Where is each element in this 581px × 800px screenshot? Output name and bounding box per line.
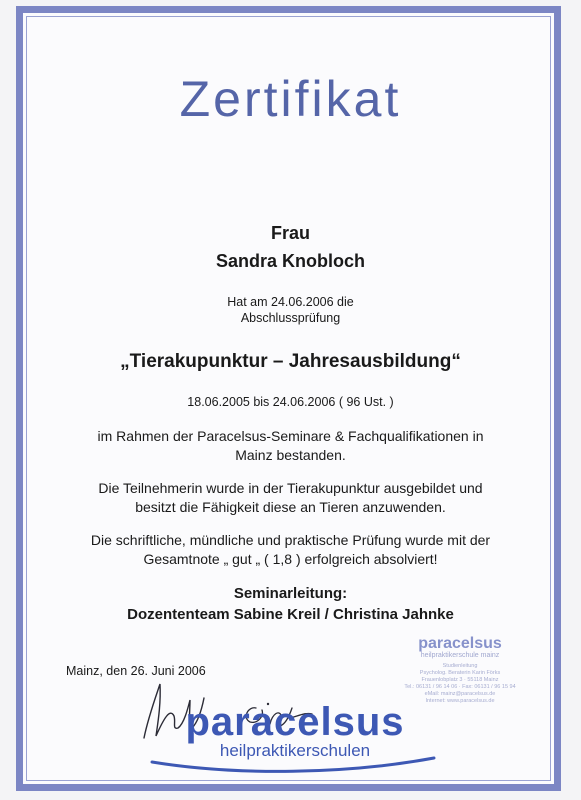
result-text — [40, 531, 541, 569]
framework-line-2: Mainz bestanden. — [235, 447, 346, 463]
stamp-line-1: Studienleitung — [442, 663, 478, 669]
exam-line-2: Abschlussprüfung — [240, 311, 341, 325]
logo-swoosh — [148, 756, 438, 774]
certificate-title: Zertifikat — [179, 71, 402, 127]
recipient-name: Sandra Knobloch — [215, 251, 365, 271]
seminar-heading: Seminarleitung: — [233, 585, 348, 602]
school-stamp — [390, 636, 530, 716]
framework-line-1: im Rahmen der Paracelsus-Seminare & Fachqualifikationen in — [97, 428, 484, 444]
course-title: „Tierakupunktur – Jahresausbildung“ — [120, 351, 461, 372]
stamp-line-4: Tel.: 06131 / 96 14 06 · Fax: 06131 / 96 15 94 — [404, 684, 516, 690]
course-period: 18.06.2005 bis 24.06.2006 ( 96 Ust. ) — [187, 395, 394, 409]
training-line-2: besitzt die Fähigkeit diese an Tieren anzuwenden. — [135, 499, 446, 515]
stamp-line-2: Psycholog. Beraterin Karin Förks — [419, 670, 501, 676]
stamp-line-6: Internet: www.paracelsus.de — [425, 698, 495, 704]
stamp-line-5: eMail: mainz@paracelsus.de — [424, 691, 496, 697]
recipient-salutation: Frau — [270, 223, 310, 243]
logo-wordmark: paracelsus — [185, 700, 405, 744]
stamp-line-3: Frauenlobplatz 3 · 55118 Mainz — [421, 677, 499, 683]
result-line-1: Die schriftliche, mündliche und praktische Prüfung wurde mit der — [90, 532, 491, 548]
logo-subtitle: heilpraktikerschulen — [219, 741, 371, 760]
stamp-subtitle: heilpraktikerschule mainz — [420, 652, 500, 659]
place-date: Mainz, den 26. Juni 2006 — [66, 664, 206, 678]
training-text — [40, 479, 541, 517]
seminar-team: Dozententeam Sabine Kreil / Christina Jahnke — [127, 606, 454, 623]
training-line-1: Die Teilnehmerin wurde in der Tierakupunktur ausgebildet und — [98, 480, 483, 496]
stamp-logo: paracelsus — [418, 635, 502, 652]
framework-text — [40, 427, 541, 465]
result-line-2: Gesamtnote „ gut „ ( 1,8 ) erfolgreich absolviert! — [143, 551, 438, 567]
exam-line-1: Hat am 24.06.2006 die — [227, 295, 354, 309]
